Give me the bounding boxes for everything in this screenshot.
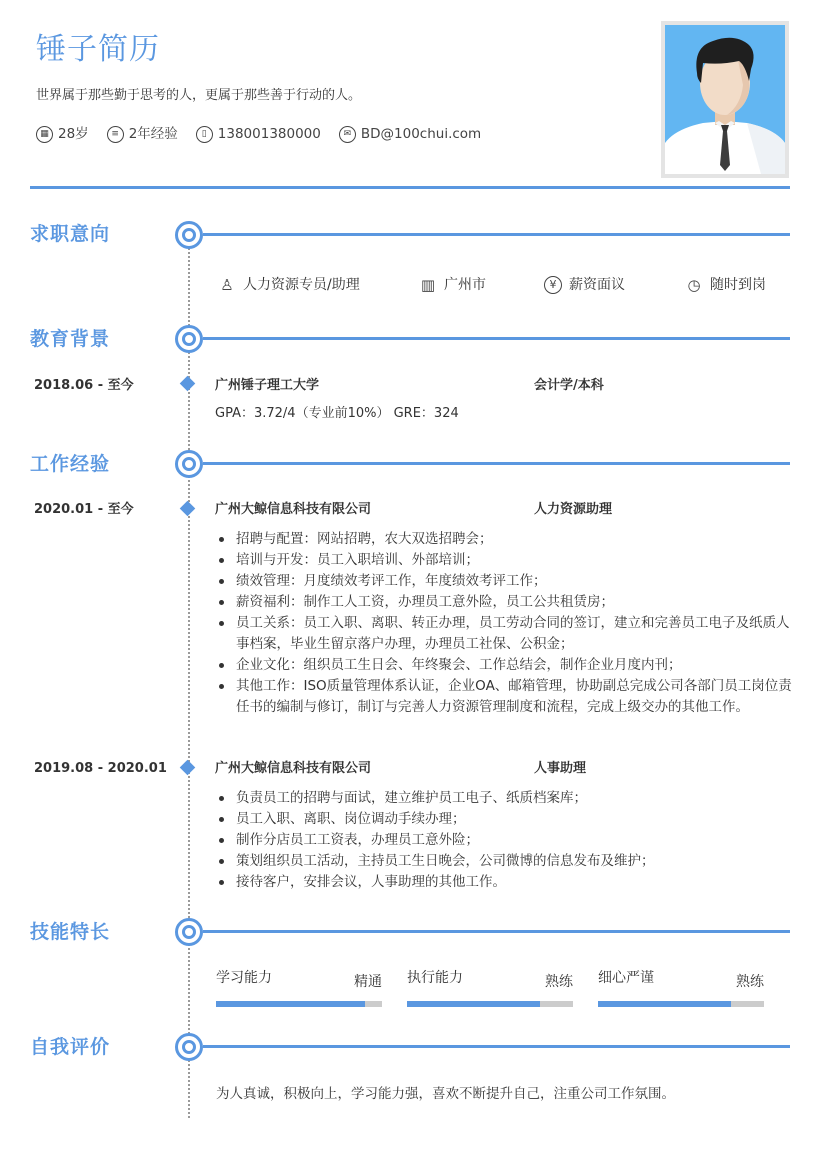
contact-info — [36, 124, 481, 144]
skill-level: 熟练 — [545, 974, 573, 990]
avatar-illustration — [665, 25, 785, 174]
list-item: 负责员工的招聘与面试，建立维护员工电子、纸质档案库； — [216, 788, 796, 809]
phone-text[interactable]: 138001380000 — [217, 126, 321, 142]
work-date: 2020.01 - 至今 — [34, 502, 134, 517]
intent-city-text: 广州市 — [444, 277, 486, 293]
section-title-work: 工作经验 — [30, 453, 111, 475]
skill-progress-fill — [598, 1001, 731, 1007]
section-title-education: 教育背景 — [30, 328, 111, 350]
list-item: 培训与开发：员工入职培训、外部培训； — [216, 550, 796, 571]
section-title-skills: 技能特长 — [30, 921, 111, 943]
contact-age — [36, 124, 89, 144]
section-divider — [203, 337, 790, 340]
list-item: 其他工作：ISO质量管理体系认证，企业OA、邮箱管理，协助副总完成公司各部门员工岗位责任书的编制与修订，制订与完善人力资源管理制度和流程，完成上级交办的其他工作。 — [216, 676, 796, 718]
work-date: 2019.08 - 2020.01 — [34, 761, 167, 776]
skill-level: 熟练 — [736, 974, 764, 990]
education-date: 2018.06 - 至今 — [34, 378, 134, 393]
section-divider — [203, 462, 790, 465]
list-item: 招聘与配置：网站招聘，农大双选招聘会； — [216, 529, 796, 550]
section-marker-icon — [175, 450, 203, 478]
skill-progress-bar — [216, 1001, 382, 1007]
major-degree: 会计学/本科 — [534, 378, 604, 393]
document-icon: ≡ — [107, 126, 124, 143]
skill-name: 学习能力 — [216, 970, 272, 986]
skill-item — [216, 968, 382, 1007]
contact-phone — [196, 124, 321, 144]
list-item: 员工入职、离职、岗位调动手续办理； — [216, 809, 796, 830]
section-marker-icon — [175, 918, 203, 946]
skill-name: 执行能力 — [407, 970, 463, 986]
skill-progress-bar — [598, 1001, 764, 1007]
skill-name: 细心严谨 — [598, 970, 654, 986]
tie-icon: ♙ — [220, 276, 234, 294]
age-text: 28岁 — [58, 126, 89, 142]
experience-text: 2年经验 — [128, 126, 178, 142]
contact-experience — [107, 124, 178, 144]
education-detail: GPA：3.72/4（专业前10%） GRE：324 — [215, 406, 459, 421]
header-divider — [30, 186, 790, 189]
diamond-marker-icon — [180, 501, 196, 517]
section-marker-icon — [175, 325, 203, 353]
section-divider — [203, 233, 790, 236]
resume-title: 锤子简历 — [36, 32, 160, 67]
skill-item — [598, 968, 764, 1007]
building-icon: ▥ — [420, 276, 436, 294]
intent-position — [218, 275, 360, 295]
avatar-photo — [661, 21, 789, 178]
intent-position-text: 人力资源专员/助理 — [243, 277, 360, 293]
section-title-self-eval: 自我评价 — [30, 1036, 111, 1058]
list-item: 员工关系：员工入职、离职、转正办理，员工劳动合同的签订，建立和完善员工电子及纸质人事档案，毕业生留京落户办理，办理员工社保、公积金； — [216, 613, 796, 655]
mail-icon: ✉ — [339, 126, 356, 143]
contact-email — [339, 124, 481, 144]
skill-level: 精通 — [354, 974, 382, 990]
company-name: 广州大鲸信息科技有限公司 — [215, 761, 372, 776]
skill-progress-fill — [216, 1001, 365, 1007]
motto: 世界属于那些勤于思考的人，更属于那些善于行动的人。 — [36, 88, 362, 103]
section-title-intent: 求职意向 — [30, 223, 111, 245]
section-marker-icon — [175, 221, 203, 249]
diamond-marker-icon — [180, 376, 196, 392]
intent-availability — [685, 275, 766, 295]
yen-icon: ¥ — [544, 276, 562, 294]
list-item: 企业文化：组织员工生日会、年终聚会、工作总结会，制作企业月度内刊； — [216, 655, 796, 676]
list-item: 制作分店员工工资表，办理员工意外险； — [216, 830, 796, 851]
work-duties-list — [216, 788, 796, 893]
work-duties-list — [216, 529, 796, 718]
job-title: 人力资源助理 — [534, 502, 613, 517]
skill-item — [407, 968, 573, 1007]
section-divider — [203, 930, 790, 933]
clock-icon: ◷ — [687, 276, 701, 294]
diamond-marker-icon — [180, 760, 196, 776]
intent-availability-text: 随时到岗 — [710, 277, 766, 293]
intent-salary — [544, 275, 625, 295]
self-evaluation-text: 为人真诚，积极向上，学习能力强，喜欢不断提升自己，注重公司工作氛围。 — [216, 1086, 675, 1102]
skill-progress-bar — [407, 1001, 573, 1007]
list-item: 策划组织员工活动，主持员工生日晚会，公司微博的信息发布及维护； — [216, 851, 796, 872]
intent-salary-text: 薪资面议 — [569, 277, 625, 293]
school-name: 广州锤子理工大学 — [215, 378, 320, 393]
section-marker-icon — [175, 1033, 203, 1061]
email-text[interactable]: BD@100chui.com — [360, 126, 482, 142]
company-name: 广州大鲸信息科技有限公司 — [215, 502, 372, 517]
list-item: 接待客户，安排会议，人事助理的其他工作。 — [216, 872, 796, 893]
list-item: 绩效管理：月度绩效考评工作，年度绩效考评工作； — [216, 571, 796, 592]
skill-progress-fill — [407, 1001, 540, 1007]
job-title: 人事助理 — [534, 761, 587, 776]
section-divider — [203, 1045, 790, 1048]
list-item: 薪资福利：制作工人工资，办理员工意外险，员工公共租赁房； — [216, 592, 796, 613]
phone-icon: ▯ — [196, 126, 213, 143]
calendar-icon: ▦ — [36, 126, 53, 143]
intent-city — [419, 275, 486, 295]
